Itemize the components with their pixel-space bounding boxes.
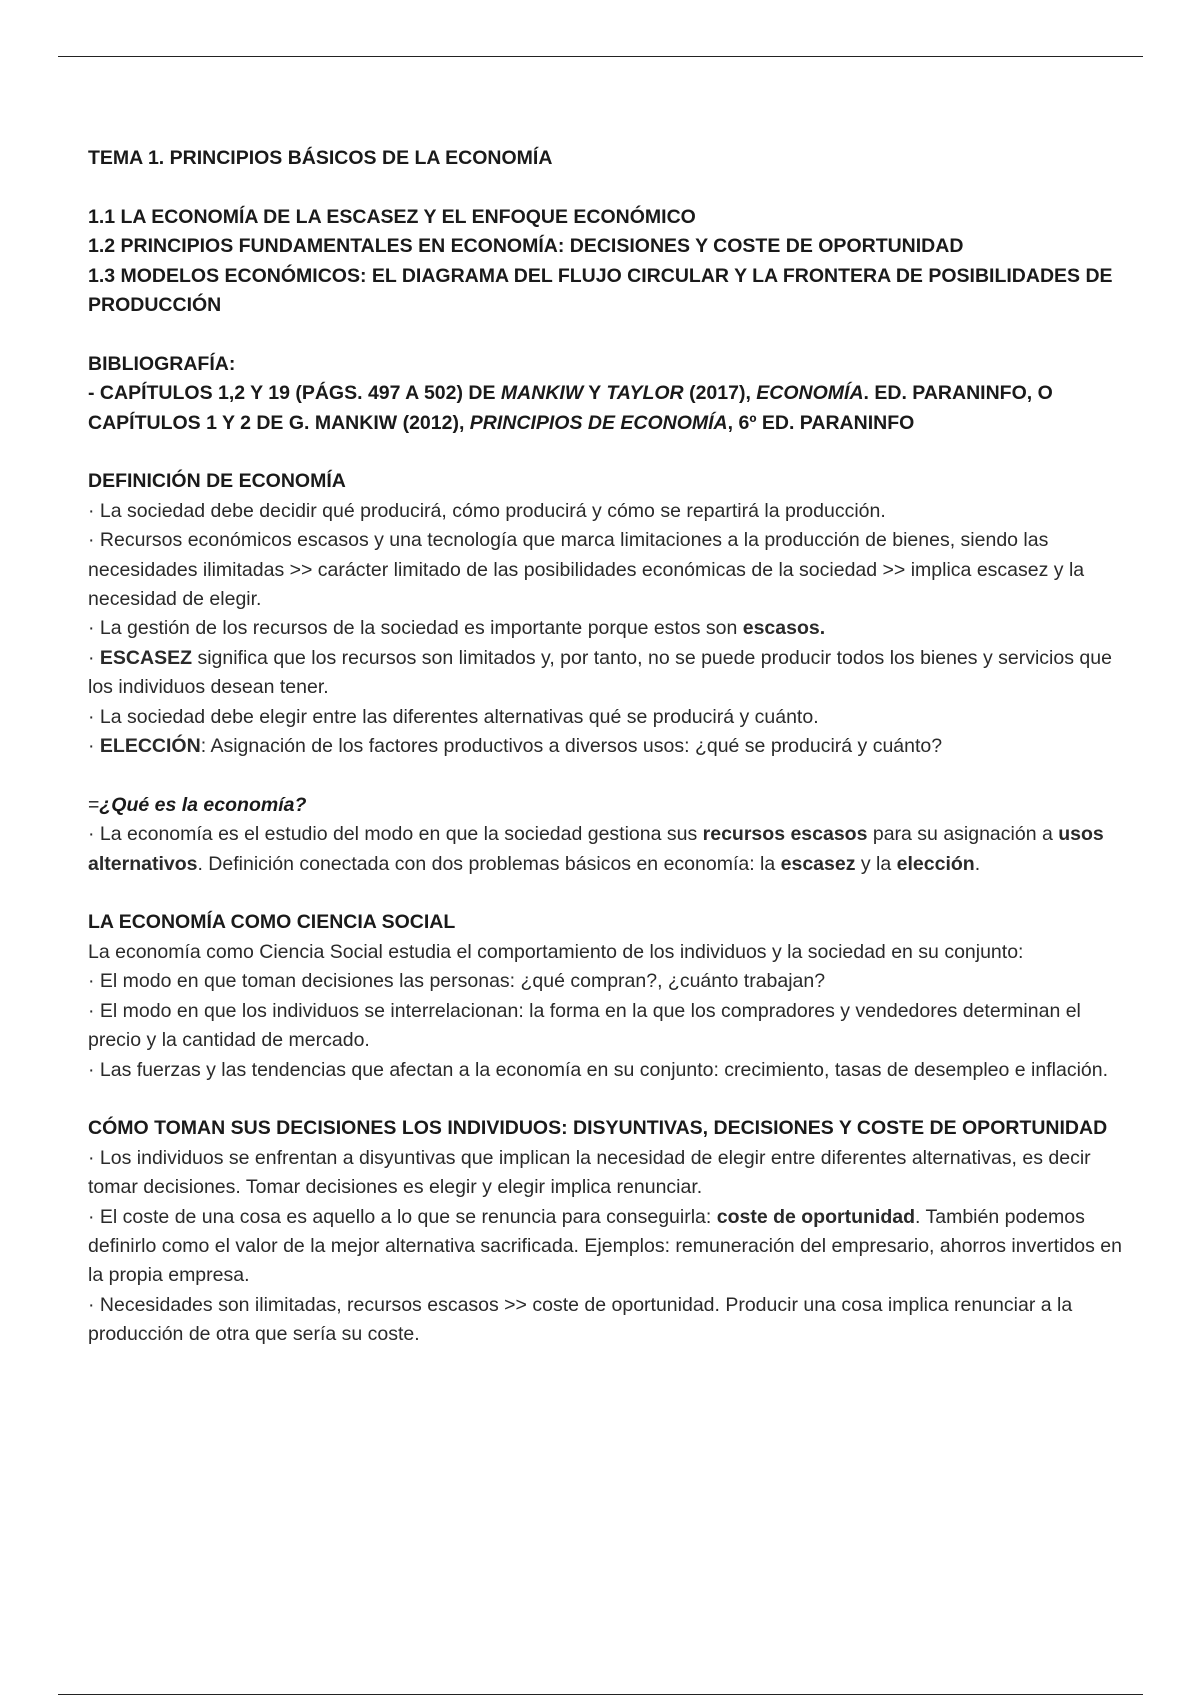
bullet-text: . También podemos definirlo como el valor de la mejor alternativa sacrificada. Ejemplos: remuneración del empresario, ahorros invertidos en la propia empresa. [88, 1205, 1122, 1287]
toc-item-1-3: 1.3 MODELOS ECONÓMICOS: EL DIAGRAMA DEL FLUJO CIRCULAR Y LA FRONTERA DE POSIBILIDADES DE PRODUCCIÓN [88, 264, 1113, 317]
bib-text: . ED. PARANINFO, O CAPÍTULOS 1 Y 2 DE G. MANKIW (2012), [88, 382, 1053, 434]
page-title: TEMA 1. PRINCIPIOS BÁSICOS DE LA ECONOMÍA [88, 147, 553, 169]
equals-sign: = [88, 793, 100, 816]
definicion-bullet-1: · La sociedad debe decidir qué producirá, cómo producirá y cómo se repartirá la producción. [88, 499, 886, 522]
bold-term-eleccion: elección [896, 852, 975, 875]
bold-term-usos-alternativos: usos alternativos [88, 823, 1104, 875]
bold-term-escasez: escasez [780, 852, 856, 875]
section-heading-decisiones: CÓMO TOMAN SUS DECISIONES LOS INDIVIDUOS: DISYUNTIVAS, DECISIONES Y COSTE DE OPORTUNIDAD [88, 1117, 1108, 1140]
bullet-text: : Asignación de los factores productivos a diversos usos: ¿qué se producirá y cuánto? [200, 735, 943, 758]
toc-item-1-1: 1.1 LA ECONOMÍA DE LA ESCASEZ Y EL ENFOQUE ECONÓMICO [88, 205, 696, 228]
bib-text: Y [583, 382, 607, 405]
bibliography-entry [88, 379, 1128, 438]
question-heading [88, 791, 1128, 820]
bib-text: (2017), [683, 382, 757, 405]
section-heading-ciencia-social: LA ECONOMÍA COMO CIENCIA SOCIAL [88, 911, 456, 934]
bib-text: , 6º ED. PARANINFO [727, 411, 915, 434]
paragraph-text: para su asignación a [867, 823, 1059, 846]
bold-term-recursos-escasos: recursos escasos [702, 823, 868, 846]
document-body [88, 144, 1128, 1350]
bold-term-eleccion: ELECCIÓN [99, 735, 201, 758]
paragraph-text: . Definición conectada con dos problemas básicos en economía: la [197, 852, 781, 875]
footer-rule [58, 1694, 1143, 1695]
bold-term-coste-de-oportunidad: coste de oportunidad [716, 1205, 915, 1228]
bullet-text: · [88, 646, 100, 669]
bullet-text: significa que los recursos son limitados y, por tanto, no se puede producir todos los bienes y servicios que los individuos desean tener. [88, 646, 1112, 699]
bibliography-heading: BIBLIOGRAFÍA: [88, 352, 236, 375]
definicion-bullet-6 [88, 732, 1128, 761]
paragraph-text: . [974, 852, 981, 875]
ciencia-social-bullet-1: · El modo en que toman decisiones las personas: ¿qué compran?, ¿cuánto trabajan? [88, 970, 826, 993]
ciencia-social-intro: La economía como Ciencia Social estudia el comportamiento de los individuos y la sociedad en su conjunto: [88, 940, 1024, 963]
decisiones-bullet-1: · Los individuos se enfrentan a disyuntivas que implican la necesidad de elegir entre diferentes alternativas, es decir tomar decisiones. Tomar decisiones es elegir y elegir implica renunciar. [88, 1146, 1091, 1199]
bib-author-taylor: TAYLOR [606, 382, 684, 405]
section-heading-definicion: DEFINICIÓN DE ECONOMÍA [88, 470, 346, 493]
bullet-text: · El coste de una cosa es aquello a lo que se renuncia para conseguirla: [88, 1205, 717, 1228]
bib-text: - CAPÍTULOS 1,2 Y 19 (PÁGS. 497 A 502) DE [88, 382, 501, 405]
paragraph-text: · La economía es el estudio del modo en que la sociedad gestiona sus [88, 823, 703, 846]
definicion-bullet-3 [88, 614, 1128, 643]
bullet-text: · [88, 735, 100, 758]
decisiones-bullet-2 [88, 1203, 1128, 1291]
ciencia-social-bullet-2: · El modo en que los individuos se interrelacionan: la forma en la que los compradores y vendedores determinan el precio y la cantidad de mercado. [88, 999, 1081, 1052]
definicion-bullet-4 [88, 644, 1128, 703]
toc-item-1-2: 1.2 PRINCIPIOS FUNDAMENTALES EN ECONOMÍA: DECISIONES Y COSTE DE OPORTUNIDAD [88, 235, 964, 258]
header-rule [58, 56, 1143, 57]
bullet-text: · La gestión de los recursos de la sociedad es importante porque estos son [88, 617, 743, 640]
question-text: ¿Qué es la economía? [99, 793, 307, 816]
decisiones-bullet-3: · Necesidades son ilimitadas, recursos escasos >> coste de oportunidad. Producir una cosa implica renunciar a la producción de otra que sería su coste. [88, 1293, 1073, 1346]
definicion-bullet-5: · La sociedad debe elegir entre las diferentes alternativas qué se producirá y cuánto. [88, 705, 819, 728]
que-es-paragraph [88, 820, 1128, 879]
definicion-bullet-2: · Recursos económicos escasos y una tecnología que marca limitaciones a la producción de bienes, siendo las necesidades ilimitadas >> carácter limitado de las posibilidades económicas de la sociedad >> implica escasez y la necesidad de elegir. [88, 529, 1085, 611]
paragraph-text: y la [855, 852, 897, 875]
bib-book-principios: PRINCIPIOS DE ECONOMÍA [469, 411, 728, 434]
bold-term-escasos: escasos. [742, 617, 826, 640]
ciencia-social-bullet-3: · Las fuerzas y las tendencias que afectan a la economía en su conjunto: crecimiento, tasas de desempleo e inflación. [88, 1058, 1109, 1081]
bib-book-economia: ECONOMÍA [756, 382, 864, 405]
bold-term-escasez: ESCASEZ [99, 646, 193, 669]
bib-author-mankiw: MANKIW [500, 382, 584, 405]
